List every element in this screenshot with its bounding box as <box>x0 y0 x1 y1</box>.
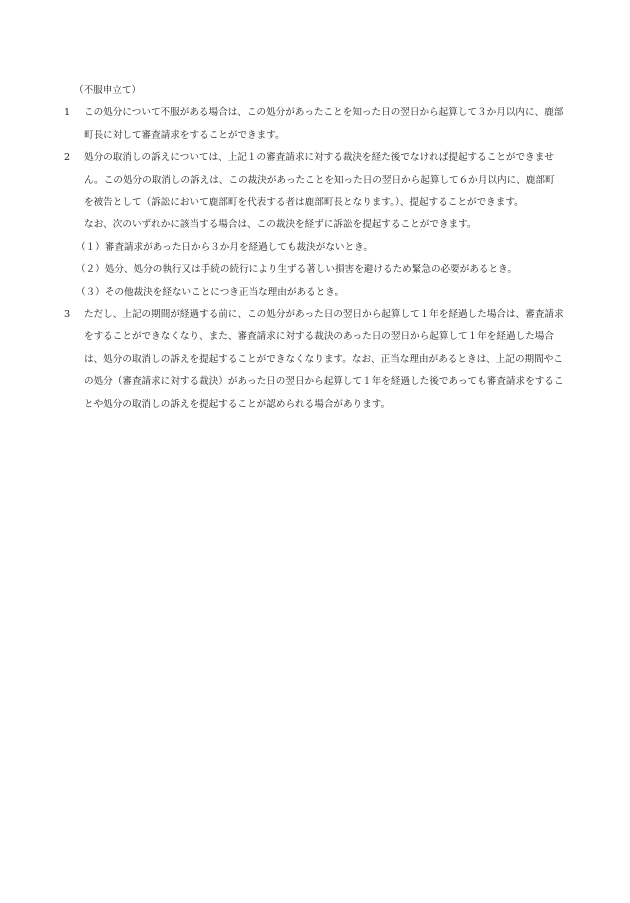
list-item-1 <box>64 102 564 147</box>
sub-item-1: （１）審査請求があった日から３か月を経過しても裁決がないとき。 <box>76 241 373 253</box>
item-note: なお、次のいずれかに該当する場合は、この裁決を経ずに訴訟を提起することができます。 <box>84 219 477 231</box>
item-number: 1 <box>64 107 71 119</box>
section-heading: （不服申立て） <box>74 85 142 96</box>
sub-item-2: （２）処分、処分の執行又は手続の続行により生ずる著しい損害を避けるため緊急の必要があるとき。 <box>76 264 517 276</box>
item-number: 2 <box>64 152 71 164</box>
item-text: 処分の取消しの訴えについては、上記１の審査請求に対する裁決を経た後でなければ提起することができません。この処分の取消しの訴えは、この裁決があったことを知った日の翌日から起算して６か月以内に、鹿部町を被告として（訴訟において鹿部町を代表する者は鹿部町長となります。）、提起することができます。 <box>84 152 555 209</box>
document-page <box>64 80 564 416</box>
list-item-3 <box>64 304 564 416</box>
item-number: 3 <box>64 309 71 321</box>
sub-item-3: （３）その他裁決を経ないことにつき正当な理由があるとき。 <box>76 286 345 298</box>
item-text: ただし、上記の期間が経過する前に、この処分があった日の翌日から起算して１年を経過した場合は、審査請求をすることができなくなり、また、審査請求に対する裁決のあった日の翌日から起算して１年を経過した場合は、処分の取消しの訴えを提起することができなくなります。なお、正当な理由があるときは、上記の期間やこの処分（審査請求に対する裁決）があった日の翌日から起算して１年を経過した後であっても審査請求をすることや処分の取消しの訴えを提起することが認められる場合があります。 <box>84 309 564 410</box>
list-item-2 <box>64 147 564 214</box>
item-text: この処分について不服がある場合は、この処分があったことを知った日の翌日から起算して３か月以内に、鹿部町長に対して審査請求をすることができます。 <box>84 107 564 141</box>
